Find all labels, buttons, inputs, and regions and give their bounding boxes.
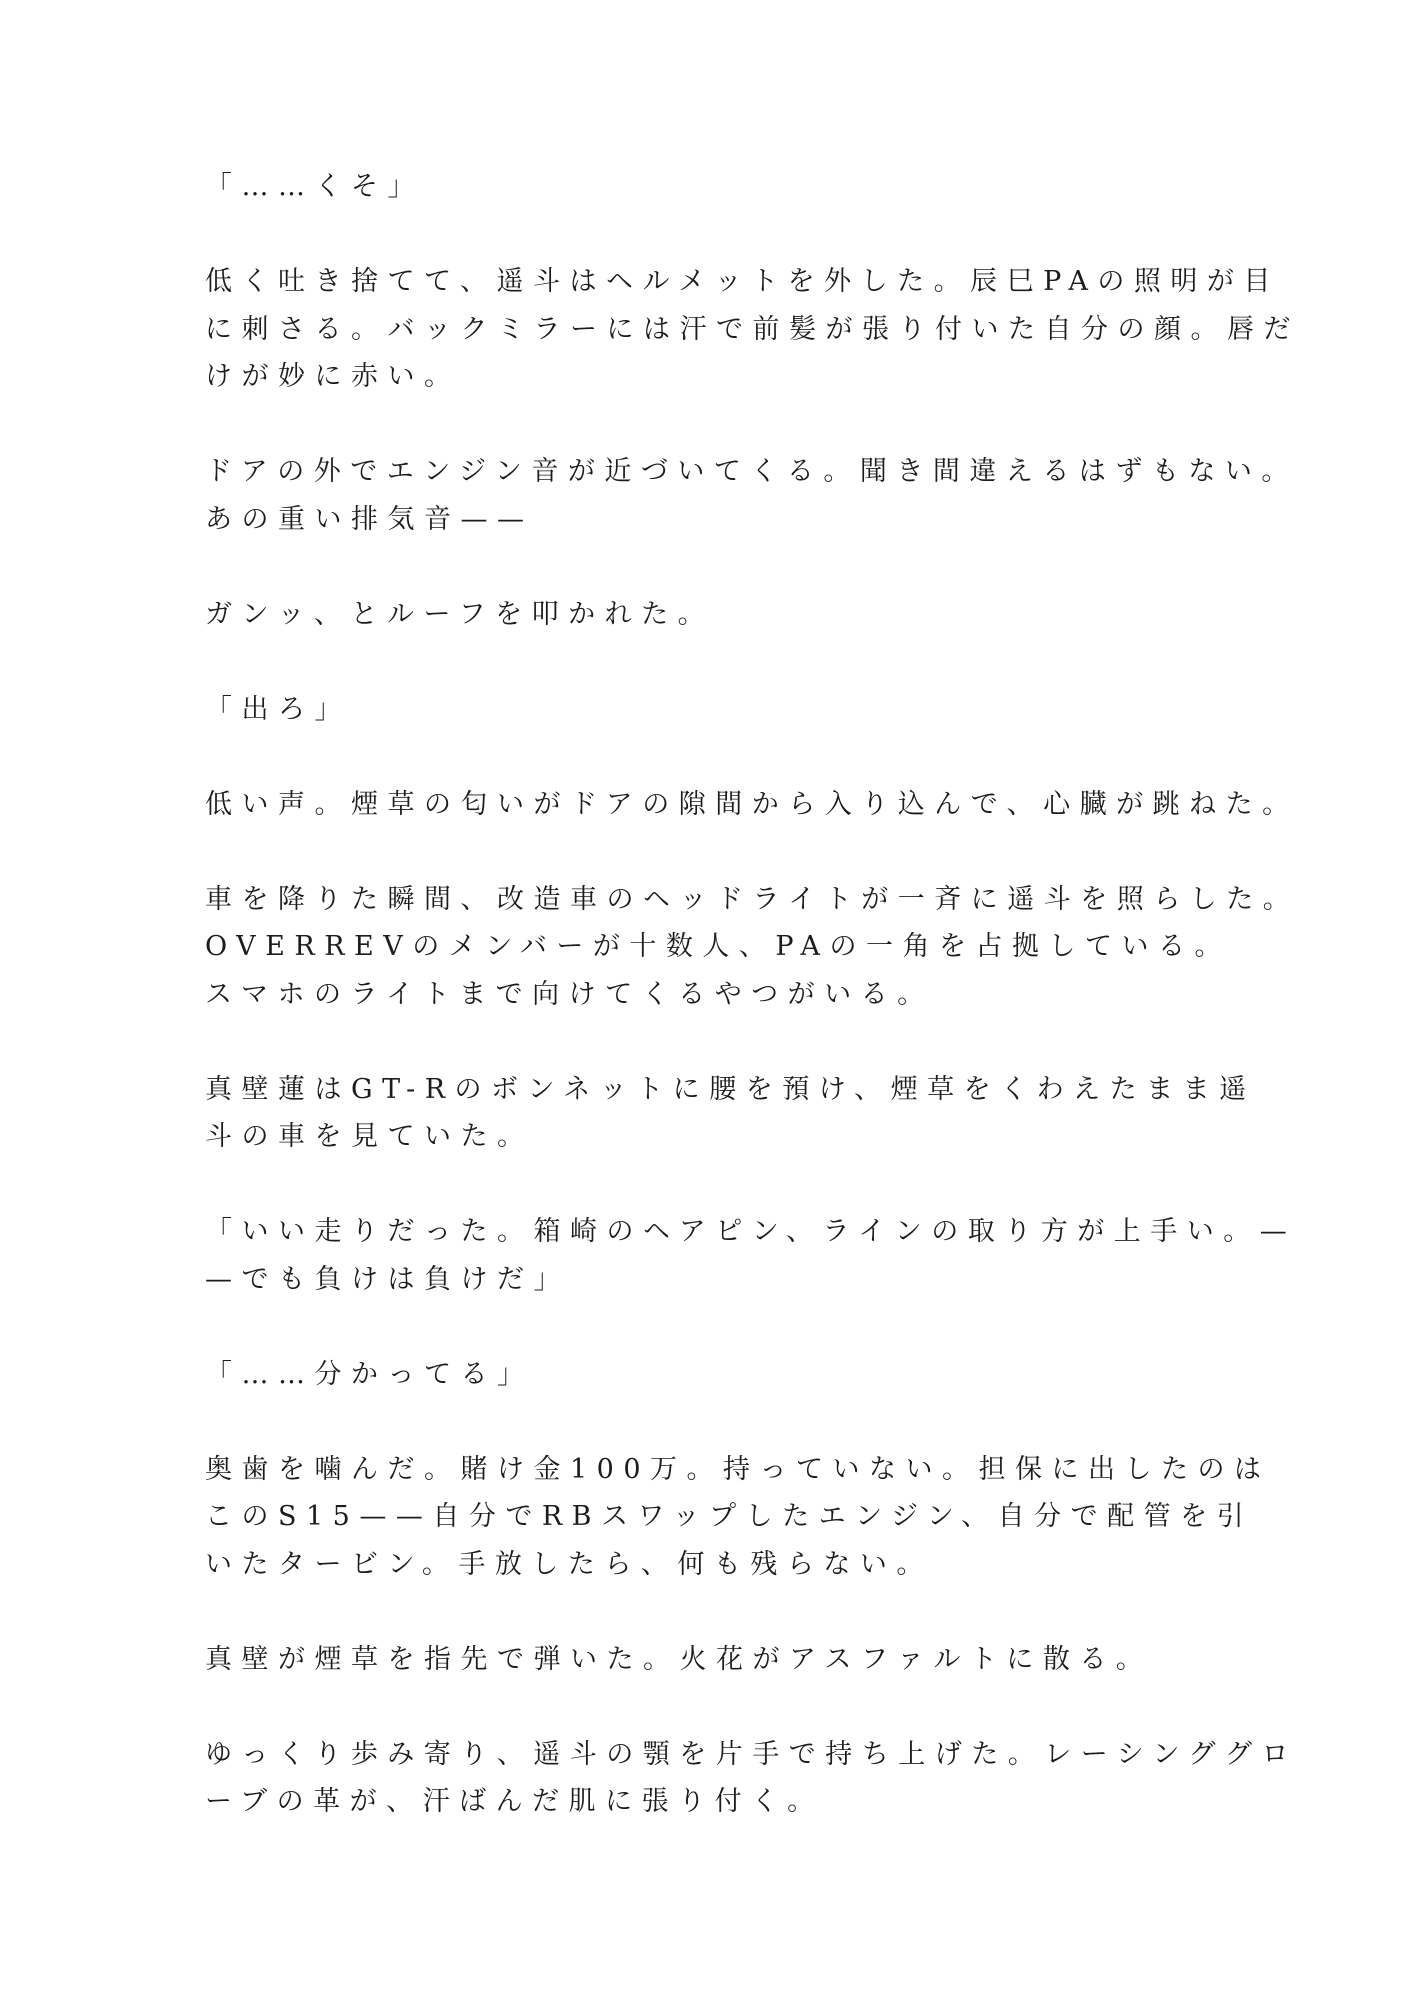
paragraph <box>205 1636 1215 1684</box>
text-line: 「……分かってる」 <box>205 1358 534 1390</box>
text-line: ゆっくり歩み寄り、遥斗の顎を片手で持ち上げた。レーシンググロ <box>205 1738 1298 1770</box>
text-line: 奥歯を噛んだ。賭け金100万。持っていない。担保に出したのは <box>205 1453 1271 1485</box>
paragraph <box>205 1066 1256 1161</box>
paragraph <box>205 163 1215 211</box>
text-line: 真壁が煙草を指先で弾いた。火花がアスファルトに散る。 <box>205 1643 1153 1675</box>
text-line: 斗の車を見ていた。 <box>205 1121 534 1152</box>
text-line: 「出ろ」 <box>205 693 351 725</box>
text-line: ドアの外でエンジン音が近づいてくる。聞き間違えるはずもない。 <box>205 456 1298 487</box>
text-line: 低い声。煙草の匂いがドアの隙間から入り込んで、心臓が跳ねた。 <box>205 788 1299 820</box>
text-line: に刺さる。バックミラーには汗で前髪が張り付いた自分の顔。唇だ <box>205 313 1300 345</box>
text-line: OVERREVのメンバーが十数人、PAの一角を占拠している。 <box>205 931 1232 962</box>
text-line: スマホのライトまで向けてくるやつがいる。 <box>205 978 934 1010</box>
text-line: 「いい走りだった。箱崎のヘアピン、ラインの取り方が上手い。— <box>205 1216 1297 1247</box>
text-line: 車を降りた瞬間、改造車のヘッドライトが一斉に遥斗を照らした。 <box>205 883 1300 915</box>
paragraph <box>205 1208 1297 1303</box>
text-line: 真壁蓮はGT-Rのボンネットに腰を預け、煙草をくわえたまま遥 <box>205 1073 1256 1105</box>
text-line: けが妙に赤い。 <box>205 361 461 392</box>
text-line: このS15——自分でRBスワップしたエンジン、自分で配管を引 <box>205 1501 1254 1532</box>
text-line: 低く吐き捨てて、遥斗はヘルメットを外した。辰巳PAの照明が目 <box>205 266 1280 297</box>
text-line: 「……くそ」 <box>205 171 424 202</box>
text-line: あの重い排気音—— <box>205 503 534 535</box>
text-line: ーブの革が、汗ばんだ肌に張り付く。 <box>205 1786 824 1817</box>
paragraph <box>205 258 1300 401</box>
story-text <box>205 163 1300 1873</box>
text-line: ガンッ、とルーフを叩かれた。 <box>205 598 715 630</box>
text-line: —でも負けは負けだ」 <box>205 1263 570 1295</box>
paragraph <box>205 686 1215 734</box>
paragraph <box>205 591 1215 639</box>
paragraph <box>205 448 1298 543</box>
paragraph <box>205 1731 1298 1826</box>
paragraph <box>205 1351 1215 1399</box>
paragraph <box>205 781 1299 829</box>
paragraph <box>205 876 1300 1019</box>
text-line: いたタービン。手放したら、何も残らない。 <box>205 1548 933 1580</box>
paragraph <box>205 1446 1271 1589</box>
